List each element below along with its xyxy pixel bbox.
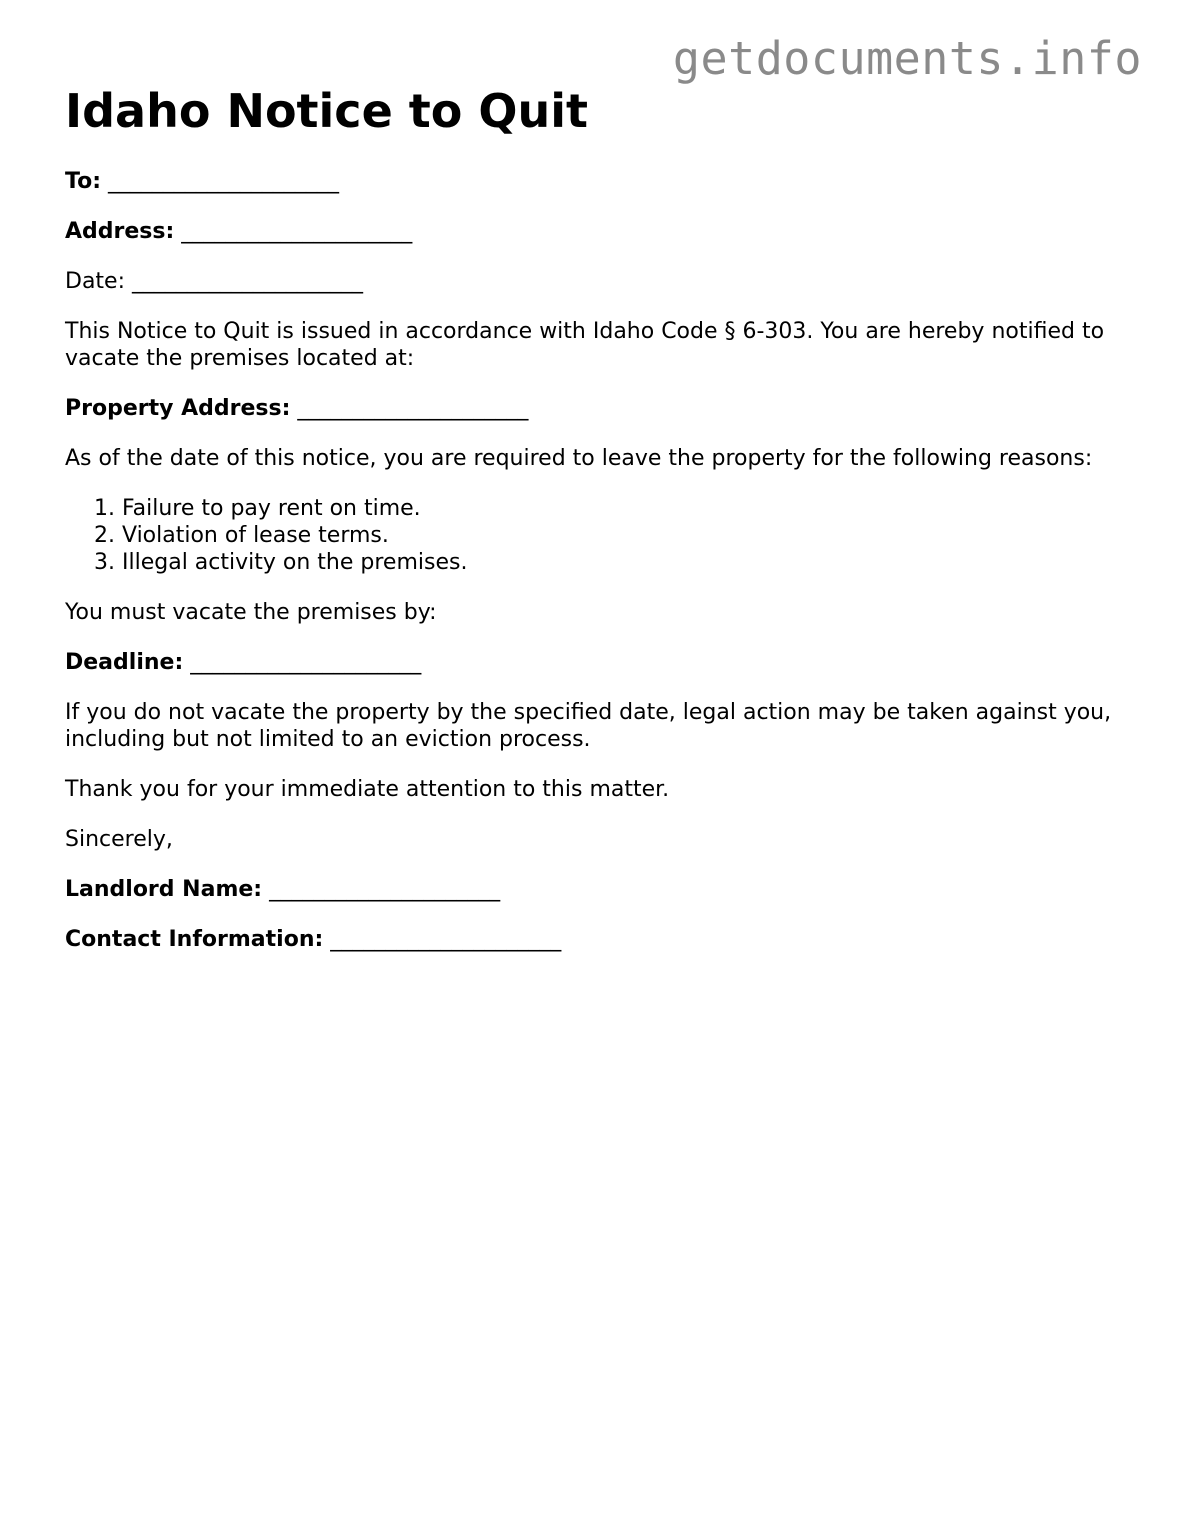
deadline-field: [65, 649, 1125, 677]
deadline-blank: _____________________: [190, 650, 422, 675]
deadline-label: Deadline:: [65, 650, 184, 675]
list-item: 3. Illegal activity on the premises.: [122, 549, 1125, 576]
address-blank: _____________________: [181, 219, 413, 244]
document-body: [65, 84, 1125, 976]
warning-paragraph: If you do not vacate the property by the specified date, legal action may be taken against you, including but not limited to an eviction process.: [65, 700, 1112, 752]
reasons-intro-paragraph: As of the date of this notice, you are required to leave the property for the following reasons:: [65, 446, 1093, 471]
watermark: getdocuments.info: [672, 32, 1142, 85]
vacate-by-paragraph: You must vacate the premises by:: [65, 600, 437, 625]
date-field: [65, 268, 1125, 296]
closing-paragraph: Sincerely,: [65, 827, 173, 852]
contact-info-blank: _____________________: [330, 927, 562, 952]
contact-info-label: Contact Information:: [65, 927, 324, 952]
reasons-list: [65, 495, 1125, 576]
date-label: Date:: [65, 269, 125, 294]
contact-info-field: [65, 926, 1125, 954]
to-blank: _____________________: [108, 169, 339, 194]
landlord-name-field: [65, 876, 1125, 904]
landlord-name-blank: _____________________: [269, 877, 501, 902]
list-item: 1. Failure to pay rent on time.: [122, 495, 1125, 522]
list-item: 2. Violation of lease terms.: [122, 522, 1125, 549]
address-field: [65, 218, 1125, 246]
property-address-label: Property Address:: [65, 396, 291, 421]
property-address-field: [65, 395, 1125, 423]
document-title: Idaho Notice to Quit: [65, 84, 589, 138]
thanks-paragraph: Thank you for your immediate attention to this matter.: [65, 777, 670, 802]
to-label: To:: [65, 169, 101, 194]
property-address-blank: _____________________: [297, 396, 529, 421]
intro-paragraph: This Notice to Quit is issued in accordance with Idaho Code § 6-303. You are hereby notified to vacate the premises located at:: [65, 319, 1105, 371]
address-label: Address:: [65, 219, 175, 244]
date-blank: _____________________: [132, 269, 363, 294]
landlord-name-label: Landlord Name:: [65, 877, 263, 902]
to-field: [65, 168, 1125, 196]
